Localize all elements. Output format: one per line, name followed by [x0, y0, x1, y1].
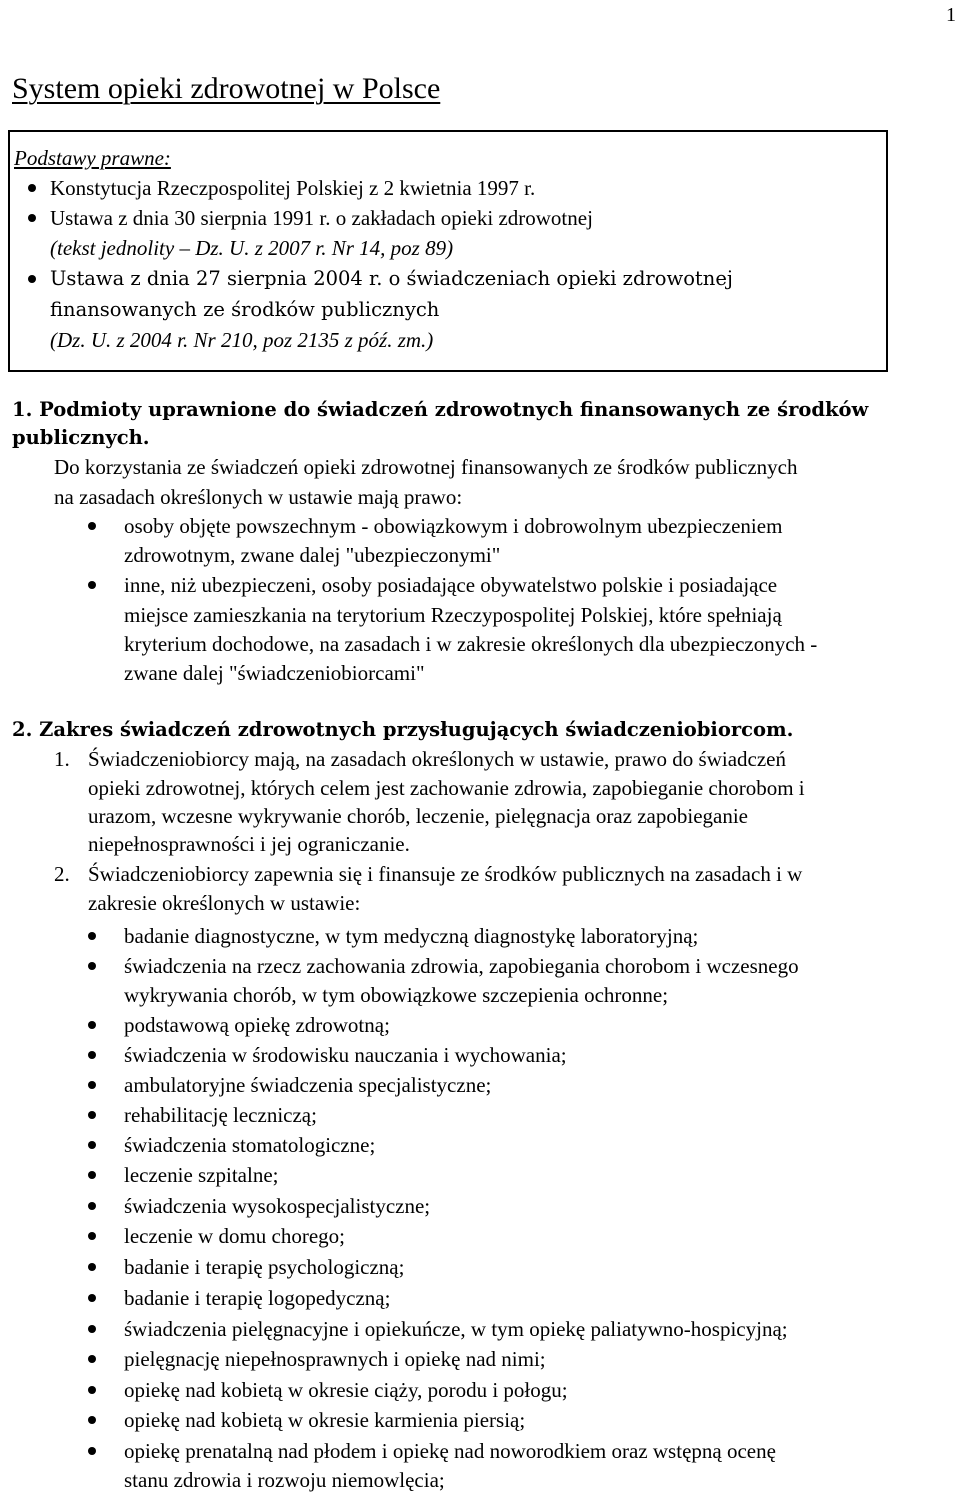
point-text: zakresie określonych w ustawie: [88, 891, 361, 915]
legal-basis-line: Ustawa z dnia 30 sierpnia 1991 r. o zakładach opieki zdrowotnej [50, 206, 593, 230]
section-1-item: inne, niż ubezpieczeni, osoby posiadające obywatelstwo polskie i posiadające [124, 573, 778, 597]
section-1-heading: publicznych. [12, 426, 150, 449]
bullet-icon [88, 1051, 96, 1059]
bullet-icon [88, 1111, 96, 1119]
bullet-icon [88, 1081, 96, 1089]
benefit-list-item: leczenie szpitalne; [124, 1163, 279, 1187]
section-2-heading: 2. Zakres świadczeń zdrowotnych przysługujących świadczeniobiorcom. [12, 718, 794, 741]
legal-basis-line: (tekst jednolity – Dz. U. z 2007 r. Nr 14, poz 89) [50, 236, 454, 260]
point-number: 2. [54, 862, 70, 886]
bullet-icon [88, 1202, 96, 1210]
section-1-intro: na zasadach określonych w ustawie mają prawo: [54, 485, 463, 509]
bullet-icon [88, 1386, 96, 1394]
benefit-list-item: rehabilitację leczniczą; [124, 1103, 317, 1127]
page-title: System opieki zdrowotnej w Polsce [12, 72, 441, 105]
legal-basis-line: Ustawa z dnia 27 sierpnia 2004 r. o świadczeniach opieki zdrowotnej [50, 267, 733, 290]
legal-basis-box [8, 130, 888, 372]
bullet-icon [88, 522, 96, 530]
bullet-icon [88, 962, 96, 970]
bullet-icon [88, 932, 96, 940]
bullet-icon [88, 1171, 96, 1179]
legal-basis-line: (Dz. U. z 2004 r. Nr 210, poz 2135 z póź. zm.) [50, 328, 434, 352]
section-1-item: zdrowotnym, zwane dalej "ubezpieczonymi" [124, 543, 501, 567]
bullet-icon [88, 1355, 96, 1363]
point-number: 1. [54, 747, 70, 771]
bullet-icon [88, 1263, 96, 1271]
bullet-icon [28, 184, 36, 192]
benefit-list-item: świadczenia pielęgnacyjne i opiekuńcze, w tym opiekę paliatywno-hospicyjną; [124, 1317, 788, 1341]
benefit-list-item: opiekę nad kobietą w okresie karmienia piersią; [124, 1408, 526, 1432]
benefit-list-item: badanie i terapię logopedyczną; [124, 1286, 391, 1310]
point-text: opieki zdrowotnej, których celem jest zachowanie zdrowia, zapobieganie chorobom i [88, 776, 805, 800]
benefit-list-item: świadczenia w środowisku nauczania i wychowania; [124, 1043, 567, 1067]
bullet-icon [88, 1294, 96, 1302]
legal-basis-heading: Podstawy prawne: [14, 146, 171, 170]
bullet-icon [88, 1447, 96, 1455]
point-text: Świadczeniobiorcy zapewnia się i finansuje ze środków publicznych na zasadach i w [88, 862, 803, 886]
benefit-list-item: podstawową opiekę zdrowotną; [124, 1013, 390, 1037]
benefit-list-item: świadczenia na rzecz zachowania zdrowia, zapobiegania chorobom i wczesnego [124, 954, 799, 978]
benefit-list-item: opiekę prenatalną nad płodem i opiekę nad noworodkiem oraz wstępną ocenę [124, 1439, 776, 1463]
section-1-item: miejsce zamieszkania na terytorium Rzeczypospolitej Polskiej, które spełniają [124, 603, 782, 627]
bullet-icon [88, 1141, 96, 1149]
benefit-list-item: świadczenia stomatologiczne; [124, 1133, 376, 1157]
benefit-list-item: stanu zdrowia i rozwoju niemowlęcia; [124, 1468, 445, 1492]
benefit-list-item: opiekę nad kobietą w okresie ciąży, porodu i połogu; [124, 1378, 568, 1402]
benefit-list-item: pielęgnację niepełnosprawnych i opiekę nad nimi; [124, 1347, 546, 1371]
section-1-intro: Do korzystania ze świadczeń opieki zdrowotnej finansowanych ze środków publicznych [54, 455, 798, 479]
benefit-list-item: badanie i terapię psychologiczną; [124, 1255, 405, 1279]
bullet-icon [88, 581, 96, 589]
section-1-item: zwane dalej "świadczeniobiorcami" [124, 661, 425, 685]
section-1-item: osoby objęte powszechnym - obowiązkowym i dobrowolnym ubezpieczeniem [124, 514, 783, 538]
legal-basis-line: Konstytucja Rzeczpospolitej Polskiej z 2 kwietnia 1997 r. [50, 176, 536, 200]
benefit-list-item: leczenie w domu chorego; [124, 1224, 345, 1248]
bullet-icon [88, 1325, 96, 1333]
point-text: Świadczeniobiorcy mają, na zasadach określonych w ustawie, prawo do świadczeń [88, 747, 786, 771]
bullet-icon [88, 1021, 96, 1029]
bullet-icon [28, 214, 36, 222]
benefit-list-item: świadczenia wysokospecjalistyczne; [124, 1194, 431, 1218]
benefit-list-item: ambulatoryjne świadczenia specjalistyczne; [124, 1073, 492, 1097]
point-text: niepełnosprawności i jej ograniczanie. [88, 832, 410, 856]
section-1-item: kryterium dochodowe, na zasadach i w zakresie określonych dla ubezpieczonych - [124, 632, 818, 656]
point-text: urazom, wczesne wykrywanie chorób, leczenie, pielęgnacja oraz zapobieganie [88, 804, 748, 828]
bullet-icon [28, 275, 36, 283]
section-1-heading: 1. Podmioty uprawnione do świadczeń zdrowotnych finansowanych ze środków [12, 398, 869, 421]
bullet-icon [88, 1416, 96, 1424]
legal-basis-line: finansowanych ze środków publicznych [50, 298, 440, 321]
page-number: 1 [946, 4, 956, 26]
bullet-icon [88, 1232, 96, 1240]
benefit-list-item: wykrywania chorób, w tym obowiązkowe szczepienia ochronne; [124, 983, 669, 1007]
benefit-list-item: badanie diagnostyczne, w tym medyczną diagnostykę laboratoryjną; [124, 924, 699, 948]
